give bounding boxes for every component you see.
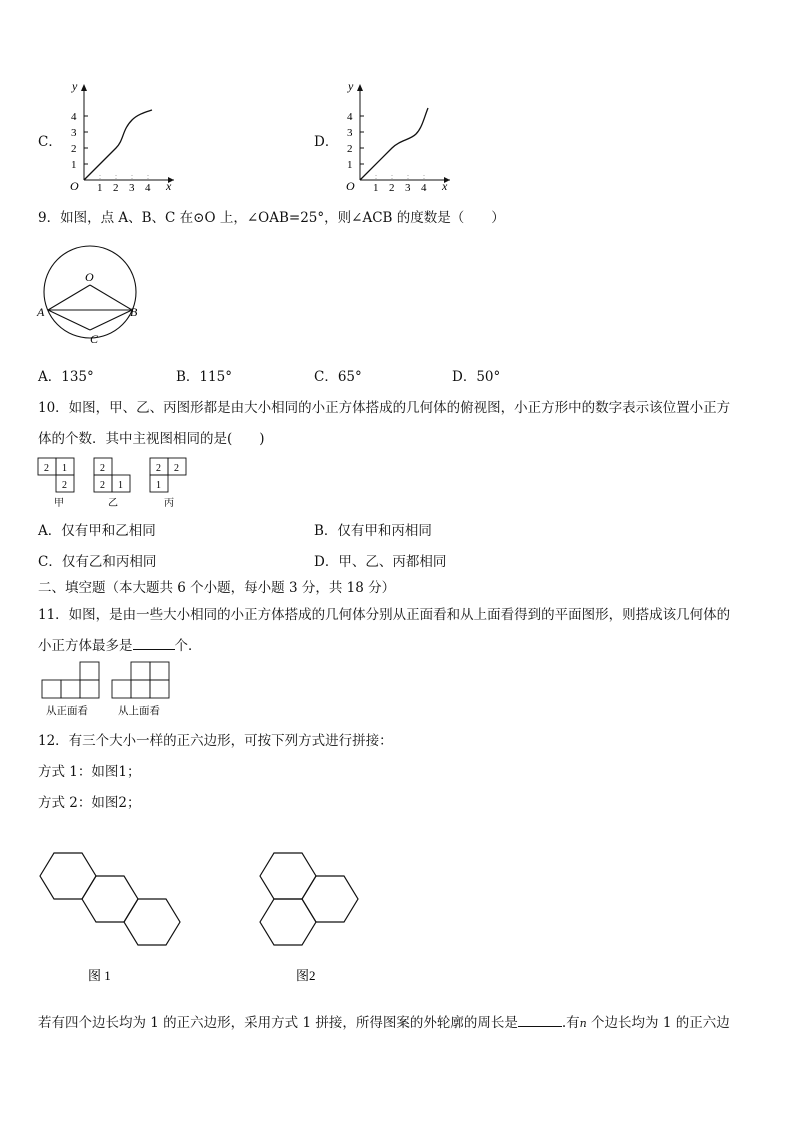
y-tick: 4	[71, 111, 77, 123]
option-c-graph	[62, 78, 182, 194]
front-view-caption: 从正面看	[46, 706, 88, 717]
option-d-graph	[340, 78, 460, 194]
q12-way1: 方式 1：如图1；	[38, 764, 141, 780]
option-c-label: C．	[38, 134, 62, 150]
option-d-label: D．	[314, 134, 339, 150]
hexagon-figure-1	[36, 848, 186, 990]
q9-option-b[interactable]: B．115°	[176, 369, 232, 385]
option-c-y-label: y	[72, 79, 78, 93]
q10-option-d[interactable]: D．甲、乙、丙都相同	[314, 554, 447, 570]
q12-variable-n: n	[579, 1017, 587, 1030]
q10-option-c[interactable]: C．仅有乙和丙相同	[38, 554, 157, 570]
q12-last-line	[38, 1011, 730, 1031]
point-b-label: B	[130, 305, 138, 319]
q10-stem-line1: 10．如图，甲、乙、丙图形都是由大小相同的小正方体搭成的几何体的俯视图，小正方形中的数字表示该位置小正方	[38, 400, 731, 416]
x-tick: 3	[129, 182, 135, 194]
answer-blank[interactable]	[518, 1016, 562, 1027]
q9-circle-figure	[34, 240, 146, 350]
x-tick: 2	[389, 182, 395, 194]
jia-caption: 甲	[54, 498, 64, 509]
fig2-caption: 图2	[296, 968, 316, 983]
q11-stem-line2-pre: 小正方体最多是	[38, 638, 133, 654]
jia-cell: 2	[62, 480, 67, 491]
q12-last-line-mid: .有	[561, 1015, 580, 1031]
q10-top-views-figure	[36, 456, 192, 510]
fig1-caption: 图 1	[88, 968, 111, 983]
q9-stem: 9．如图，点 A、B、C 在⊙O 上，∠OAB=25°，则∠ACB 的度数是（ ）	[38, 210, 505, 226]
yi-cell: 1	[118, 480, 123, 491]
answer-blank[interactable]	[133, 639, 175, 650]
y-tick: 2	[347, 143, 353, 155]
yi-cell: 2	[100, 480, 105, 491]
x-tick: 1	[97, 182, 103, 194]
q9-option-c[interactable]: C．65°	[314, 369, 362, 385]
q12-stem: 12．有三个大小一样的正六边形，可按下列方式进行拼接：	[38, 733, 393, 749]
q12-way2: 方式 2：如图2；	[38, 795, 141, 811]
x-tick: 1	[373, 182, 379, 194]
option-d-origin: O	[346, 179, 355, 193]
hexagon-figure-2	[256, 848, 372, 990]
q10-option-b[interactable]: B．仅有甲和丙相同	[314, 523, 432, 539]
q10-option-a[interactable]: A．仅有甲和乙相同	[38, 523, 156, 539]
y-tick: 4	[347, 111, 353, 123]
bing-cell: 2	[156, 463, 161, 474]
y-tick: 3	[347, 127, 353, 139]
q11-stem-line1: 11．如图，是由一些大小相同的小正方体搭成的几何体分别从正面看和从上面看得到的平面图形，则搭成该几何体的	[38, 607, 731, 623]
q12-last-line-pre: 若有四个边长均为 1 的正六边形，采用方式 1 拼接，所得图案的外轮廓的周长是	[38, 1015, 518, 1031]
option-d-y-label: y	[348, 79, 354, 93]
q11-stem-line2-post: 个．	[174, 638, 202, 654]
y-tick: 3	[71, 127, 77, 139]
jia-cell: 2	[44, 463, 49, 474]
y-tick: 1	[347, 159, 353, 171]
x-tick: 4	[421, 182, 427, 194]
x-tick: 2	[113, 182, 119, 194]
x-tick: 3	[405, 182, 411, 194]
jia-cell: 1	[62, 463, 67, 474]
y-tick: 2	[71, 143, 77, 155]
q11-views-figure	[38, 660, 174, 718]
option-c-origin: O	[70, 179, 79, 193]
x-tick: 4	[145, 182, 151, 194]
section2-heading: 二、填空题（本大题共 6 个小题，每小题 3 分，共 18 分）	[38, 580, 396, 596]
bing-cell: 1	[156, 480, 161, 491]
q9-option-d[interactable]: D．50°	[452, 369, 501, 385]
y-tick: 1	[71, 159, 77, 171]
q10-stem-line2: 体的个数．其中主视图相同的是( )	[38, 431, 265, 447]
option-d-x-label: x	[442, 179, 448, 193]
yi-caption: 乙	[108, 498, 118, 509]
bing-cell: 2	[174, 463, 179, 474]
yi-cell: 2	[100, 463, 105, 474]
point-o-label: O	[85, 270, 94, 284]
q11-stem-line2	[38, 634, 202, 654]
point-a-label: A	[37, 305, 45, 319]
point-c-label: C	[90, 332, 99, 346]
bing-caption: 丙	[164, 498, 174, 509]
option-c-x-label: x	[166, 179, 172, 193]
q12-last-line-post: 个边长均为 1 的正六边	[586, 1015, 730, 1031]
top-view-caption: 从上面看	[118, 706, 160, 717]
q9-option-a[interactable]: A．135°	[38, 369, 94, 385]
